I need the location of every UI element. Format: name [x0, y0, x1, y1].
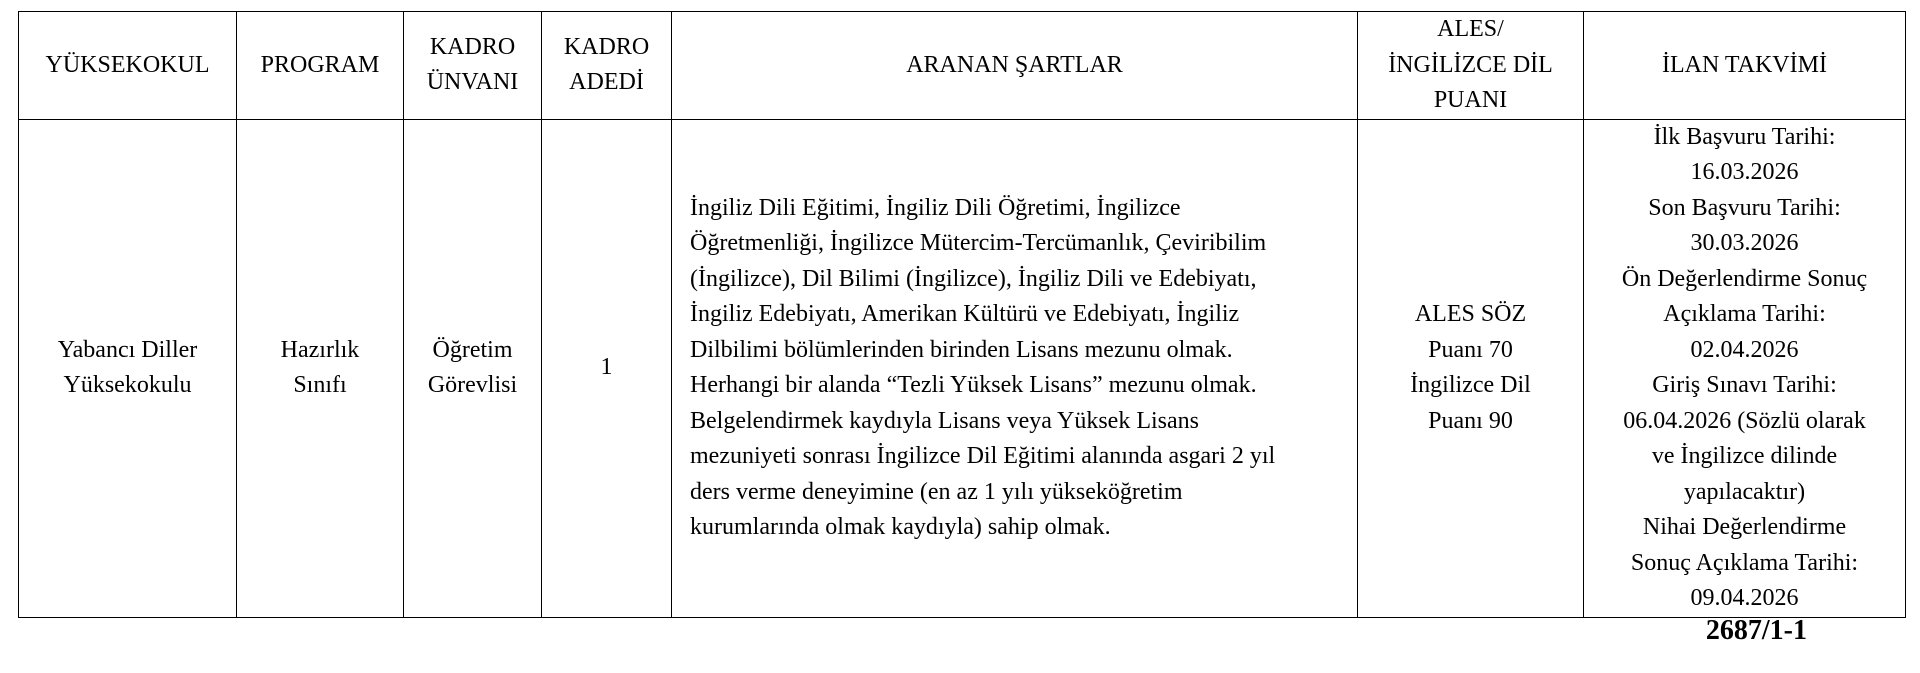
takvim-line: Son Başvuru Tarihi:: [1648, 194, 1841, 221]
header-row: [19, 12, 1906, 120]
header-ales-puani-line: ALES/: [1437, 16, 1504, 42]
sartlar-line: ders verme deneyimine (en az 1 yılı yükseköğretim: [690, 478, 1183, 505]
job-posting-table: [18, 11, 1906, 618]
header-yuksekokul: YÜKSEKOKUL: [19, 12, 237, 120]
takvim-line: ve İngilizce dilinde: [1651, 443, 1838, 469]
kadro-unvani-line: Görevlisi: [427, 372, 518, 398]
yuksekokul-line: Yüksekokulu: [63, 372, 192, 398]
sartlar-line: mezuniyeti sonrası İngilizce Dil Eğitimi alanında asgari 2 yıl: [690, 443, 1276, 469]
header-ilan-takvimi: İLAN TAKVİMİ: [1584, 12, 1906, 120]
takvim-line: Sonuç Açıklama Tarihi:: [1630, 549, 1859, 576]
takvim-line: 02.04.2026: [1690, 336, 1799, 363]
takvim-line: Giriş Sınavı Tarihi:: [1652, 372, 1837, 398]
ales-line: Puanı 90: [1428, 407, 1513, 434]
takvim-line: yapılacaktır): [1683, 478, 1806, 505]
sartlar-line: İngiliz Dili Eğitimi, İngiliz Dili Öğretimi, İngilizce: [690, 194, 1181, 221]
document-number: 2687/1-1: [1705, 615, 1807, 646]
program-line: Sınıfı: [293, 372, 347, 398]
sartlar-line: kurumlarında olmak kaydıyla) sahip olmak.: [690, 514, 1111, 540]
header-kadro-unvani-line: ÜNVANI: [426, 69, 519, 96]
takvim-line: 30.03.2026: [1690, 230, 1799, 256]
kadro-unvani-line: Öğretim: [432, 336, 513, 363]
header-kadro-adedi-line: KADRO: [563, 33, 650, 60]
header-kadro-unvani: [404, 12, 542, 120]
header-ales-puani-line: PUANI: [1433, 87, 1508, 113]
sartlar-line: Öğretmenliği, İngilizce Mütercim-Tercümanlık, Çeviribilim: [690, 230, 1267, 256]
header-kadro-adedi: [542, 12, 672, 120]
cell-kadro-unvani: [404, 119, 542, 617]
cell-kadro-adedi: 1: [542, 119, 672, 617]
header-ales-puani: [1358, 12, 1584, 120]
program-line: Hazırlık: [280, 336, 360, 363]
takvim-line: Açıklama Tarihi:: [1663, 301, 1826, 327]
cell-yuksekokul: [19, 119, 237, 617]
cell-aranan-sartlar: [672, 119, 1358, 617]
ales-line: ALES SÖZ: [1414, 301, 1527, 327]
table-row: [19, 119, 1906, 617]
header-kadro-adedi-line: ADEDİ: [569, 69, 644, 96]
takvim-line: 09.04.2026: [1690, 585, 1799, 611]
yuksekokul-line: Yabancı Diller: [57, 336, 198, 363]
header-program: PROGRAM: [237, 12, 404, 120]
sartlar-line: İngiliz Edebiyatı, Amerikan Kültürü ve Edebiyatı, İngiliz: [690, 301, 1240, 327]
sartlar-line: Belgelendirmek kaydıyla Lisans veya Yüksek Lisans: [690, 407, 1199, 434]
takvim-line: Nihai Değerlendirme: [1642, 514, 1847, 540]
header-kadro-unvani-line: KADRO: [429, 33, 516, 60]
sartlar-line: Dilbilimi bölümlerinden birinden Lisans mezunu olmak.: [690, 336, 1233, 363]
sartlar-line: Herhangi bir alanda “Tezli Yüksek Lisans” mezunu olmak.: [690, 372, 1257, 398]
takvim-line: 16.03.2026: [1690, 159, 1799, 185]
ales-line: Puanı 70: [1428, 336, 1513, 363]
cell-program: [237, 119, 404, 617]
cell-ales-puani: [1358, 119, 1584, 617]
takvim-line: Ön Değerlendirme Sonuç: [1621, 265, 1868, 292]
sartlar-line: (İngilizce), Dil Bilimi (İngilizce), İngiliz Dili ve Edebiyatı,: [690, 265, 1257, 292]
takvim-line: İlk Başvuru Tarihi:: [1653, 123, 1836, 150]
header-ales-puani-line: İNGİLİZCE DİL: [1388, 51, 1553, 78]
header-aranan-sartlar: ARANAN ŞARTLAR: [672, 12, 1358, 120]
cell-ilan-takvimi: [1584, 119, 1906, 617]
takvim-line: 06.04.2026 (Sözlü olarak: [1623, 407, 1866, 434]
ales-line: İngilizce Dil: [1410, 372, 1531, 398]
